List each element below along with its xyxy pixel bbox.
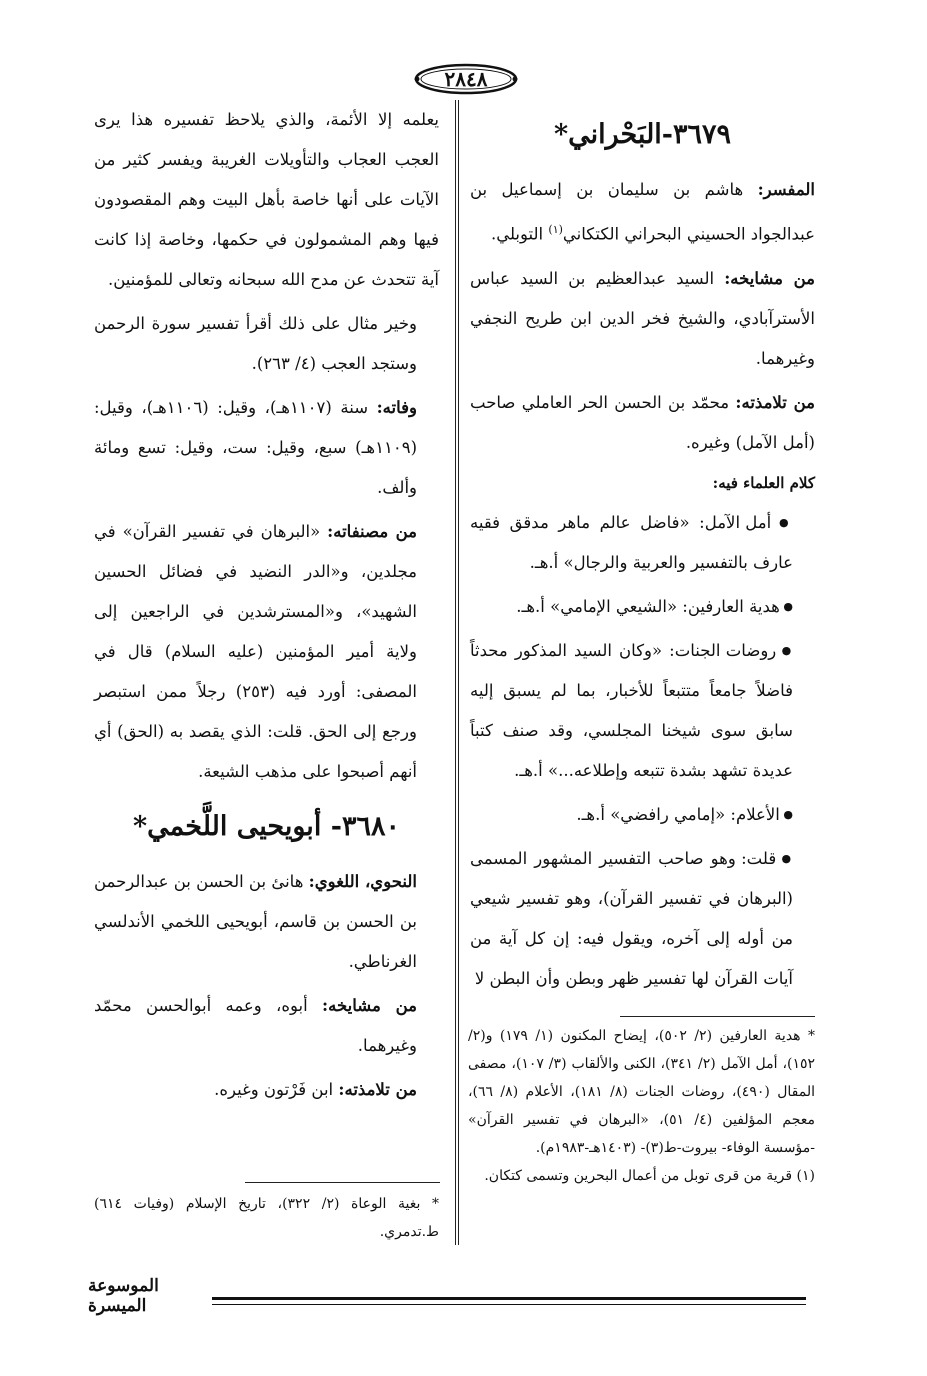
example-paragraph: وخير مثال على ذلك أقرأ تفسير سورة الرحمن وستجد العجب (٤/ ٢٦٣). [94,314,417,373]
shuyukh2-paragraph [94,986,439,1066]
nahwi-paragraph [94,862,439,982]
musannafat-paragraph [94,512,439,792]
talamidha2-text: ابن فَرْتون وغيره. [214,1080,334,1099]
shuyukh-label: من مشايخه: [724,268,815,288]
page-number: ٢٨٤٨ [444,67,488,91]
column-divider [455,100,459,1245]
footnote-rule-right [620,1016,815,1017]
quote-amal-alamal: ● أمل الآمل: «فاضل عالم ماهر مدقق فقيه عارف بالتفسير والعربية والرجال» أ.هـ. [470,503,815,583]
talamidha2-label: من تلامذته: [338,1080,417,1099]
quote-qultu: ● قلت: وهو صاحب التفسير المشهور المسمى (البرهان في تفسير القرآن)، وهو تفسير شيعي من أوله إلى آخره، ويقول فيه: إن كل آية من آيات القرآن لها تفسير ظهر وبطن وأن البطن لا [470,839,815,999]
footnotes-left [94,1190,439,1246]
wafat-text: سنة (١١٠٧هـ)، وقيل: (١١٠٦هـ)، وقيل: (١١٠٩هـ) سبع، وقيل: ست، وقيل: تسع ومائة وألف. [94,398,417,497]
musannafat-label: من مصنفاته: [327,522,418,541]
nahwi-text: هانئ بن الحسن بن عبدالرحمن بن الحسن بن قاسم، أبويحيى اللخمي الأندلسي الغرناطي. [94,872,417,971]
shuyukh-text: السيد عبدالعظيم بن السيد عباس الأستر‌آبادي، والشيخ فخر الدين ابن طريح النجفي وغيرهما. [470,268,815,368]
musannafat-text: «البرهان في تفسير القرآن» في مجلدين، و«الدر النضيد في فضائل الحسين الشهيد»، و«المسترشدين في الراجعين إلى ولاية أمير المؤمنين (عليه السلام) قال في المصفى: أورد فيه (٢٥٣) رجلاً ممن استبصر ورجع إلى الحق. قلت: الذي يقصد به (الحق) أي أنهم أصبحوا على مذهب الشيعة. [94,522,417,781]
kalam-label: كلام العلماء فيه: [712,473,815,492]
talamidha2-paragraph [94,1070,439,1110]
footer-book-title: الموسوعة الميسرة [88,1276,159,1316]
page-number-area [0,62,927,102]
entry-title-3680: ٣٦٨٠- أبويحيى اللَّخمي* [133,811,400,842]
left-column [94,100,439,1114]
wafat-paragraph [94,388,439,508]
mufassir-tail: التوبلي. [490,224,544,244]
footnote-ref: (١) [548,223,563,236]
wafat-label: وفاته: [376,398,418,417]
footnote-1: (١) قرية من قرى توبل من أعمال البحرين وتسمى كتكان. [484,1168,815,1184]
continuation-paragraph: يعلمه إلا الأئمة، والذي يلاحظ تفسيره هذا يرى العجب العجاب والتأويلات الغريبة ويفسر كثير من الآيات على أنها خاصة بأهل البيت وهم المقصودون فيها وهم المشمولون في حكمها، وخاصة إذا كانت آية تتحدث عن مدح الله سبحانه وتعالى للمؤمنين. [94,110,439,289]
quote-hadiyat-alarifin: ● هدية العارفين: «الشيعي الإمامي» أ.هـ. [470,587,815,627]
talamidha-text: محمّد بن الحسن الحر العاملي صاحب (أمل الآمل) وغيره. [470,392,815,452]
quote-alalam: ● الأعلام: «إمامي رافضي» أ.هـ. [470,795,815,835]
footnote-rule-left [245,1182,440,1183]
footnotes-right [468,1022,815,1190]
shuyukh2-text: أبوه، وعمه أبوالحسن محمّد وغيرهما. [94,996,417,1055]
mufassir-label: المفسر: [757,180,815,199]
nahwi-label: النحوي، اللغوي: [308,872,417,891]
footnote-sources-3679: * هدية العارفين (٢/ ٥٠٢)، إيضاح المكنون (١/ ١٧٩) و(٢/ ١٥٢)، أمل الآمل (٢/ ٣٤١)، الكنى والألقاب (٣/ ١٠٧)، مصفى المقال (٤٩٠)، روضات الجنات (٨/ ١٨١)، الأعلام (٨/ ٦٦)، معجم المؤلفين (٤/ ٥١)، «البرهان في تفسير القرآن» -مؤسسة الوفاء- بيروت-ط(٣)- (١٤٠٣هـ-١٩٨٣م). [468,1028,816,1156]
right-column [470,100,815,1003]
talamidha-label: من تلامذته: [735,392,816,412]
shuyukh2-label: من مشايخه: [322,996,417,1015]
mufassir-text: هاشم بن سليمان بن إسماعيل بن عبدالجواد الحسيني البحراني الكتكاني [470,180,815,244]
entry-title-3679: ٣٦٧٩-البَحْراني* [553,119,732,150]
talamidha-paragraph [470,383,815,463]
footer-rule-thick [212,1297,806,1300]
footer-rule-thin [212,1304,806,1305]
mufassir-paragraph [470,170,815,255]
quote-rawdat-aljannat: ● روضات الجنات: «وكان السيد المذكور محدثاً فاضلاً جامعاً متتبعاً للأخبار، بما لم يسبق إليه سابق سوى شيخنا المجلسي، وقد صنف كتباً عديدة تشهد بشدة تتبعه وإطلاعه...» أ.هـ. [470,631,815,791]
footnote-sources-3680: * بغية الوعاة (٢/ ٣٢٢)، تاريخ الإسلام (وفيات ٦١٤) ط.تدمري. [94,1196,439,1240]
shuyukh-paragraph [470,259,815,379]
